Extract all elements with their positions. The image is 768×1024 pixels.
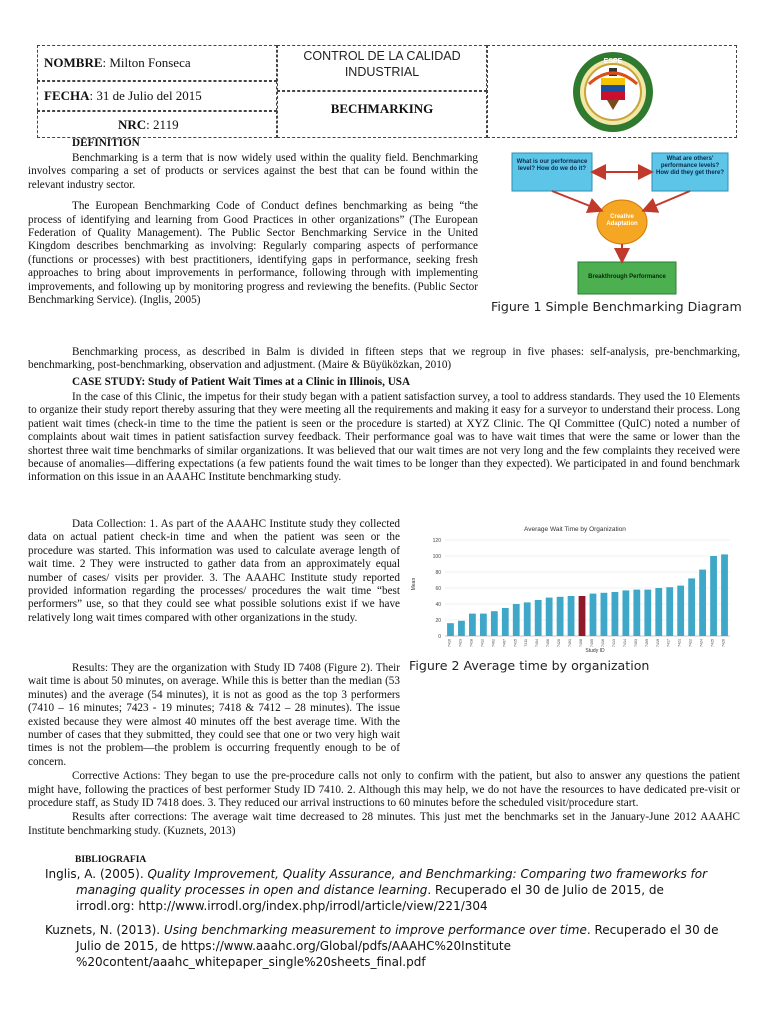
- figure1-diagram: [510, 150, 730, 298]
- fecha-label: FECHA: [44, 88, 90, 103]
- chart-xtick-label: 7425: [710, 639, 715, 647]
- fig1-box-right: What are others' performance levels? How did they get there?: [655, 156, 724, 176]
- chart-bar: [699, 570, 706, 636]
- chart-ytick-label: 60: [435, 586, 441, 592]
- nrc-cell: NRC: 2119: [37, 111, 277, 138]
- espe-logo: [571, 50, 655, 134]
- chart-xtick-label: 7408: [579, 639, 584, 647]
- chart-ytick-label: 120: [432, 538, 441, 544]
- bibliography-heading: BIBLIOGRAFIA: [75, 855, 147, 865]
- case-rest-block: [28, 662, 740, 838]
- chart-ylabel: Mean: [411, 577, 417, 591]
- logo-text: ESPE: [603, 58, 623, 65]
- chart-bar: [524, 602, 531, 636]
- course-cell: [277, 45, 487, 91]
- chart-xtick-label: 7405: [589, 639, 594, 647]
- figure2-caption: Figure 2 Average time by organization: [409, 658, 650, 673]
- course-title: CONTROL DE LA CALIDAD INDUSTRIAL: [303, 49, 461, 79]
- definition-p2: The European Benchmarking Code of Conduct defines benchmarking as being “the process of identifying and learning from Good Practices in other organizations” (The European Federation of Quality Management). The Public Sector Benchmarking Service in the United Kingdom describes benchmarking as involving: Regularly comparing aspects of performance (functions or processes) with best practitioners, identifying gaps in performance, seeking fresh approaches to bring about improvements in performance, following through with implementing improvements, and following up by monitoring progress and reviewing the benefits. (Public Sector Benchmarking Service). (Inglis, 2005): [28, 200, 478, 307]
- fecha-value: 31 de Julio del 2015: [96, 88, 202, 103]
- nombre-value: Milton Fonseca: [109, 55, 191, 70]
- fecha-cell: FECHA: 31 de Julio del 2015: [37, 81, 277, 111]
- definition-p3: Benchmarking process, as described in Balm is divided in fifteen steps that we regroup in five phases: self-analysis, pre-benchmarking, benchmarking, post-benchmarking, observation and adjustment. (Maire & Büyüközkan, 2010): [28, 346, 740, 372]
- chart-xtick-label: 7420: [557, 639, 562, 647]
- definition-p1: Benchmarking is a term that is now widely used within the quality field. Benchmarking involves comparing a set of products or services against the best that can be found within the relevant industry sector.: [28, 152, 478, 191]
- chart-xtick-label: 7413: [611, 639, 616, 647]
- chart-bar: [546, 598, 553, 636]
- chart-bar: [644, 590, 651, 636]
- bib2-author: Kuznets, N. (2013).: [45, 923, 161, 937]
- chart-bar: [666, 587, 673, 636]
- case-p4: Corrective Actions: They began to use the pre-procedure calls not only to confirm with the patient, but also to answer any questions the patient might have, following the practices of best performer Study ID 7410. 2. Although this may help, we do not have the resources to have dedicated pre-visit or procedure staff, as Study ID 7418 does. 3. They reduced our arrival instructions to 60 minutes before the scheduled visit/procedure start.: [28, 770, 740, 810]
- chart-xtick-label: 7407: [502, 639, 507, 647]
- chart-xtick-label: 7423: [458, 639, 463, 647]
- chart-ytick-label: 40: [435, 602, 441, 608]
- bib1-author: Inglis, A. (2005).: [45, 867, 144, 881]
- wait-time-chart-svg: [405, 522, 738, 654]
- chart-bar: [633, 590, 640, 636]
- nombre-label: NOMBRE: [44, 55, 103, 70]
- fig1-box-left: What is our performance level? How do we do it?: [516, 159, 588, 172]
- case-p3: Results: They are the organization with Study ID 7408 (Figure 2). Their wait time is about 50 minutes, on average. While this is better than the median (53 minutes) and the average (54 minutes), it is not as good as the top 3 performers (7410 – 16 minutes; 7423 - 19 minutes; 7418 & 7412 – 28 minutes). The issue existed because they were almost 40 minutes off the best average time. With the number of cases that they submitted, they could see that one or two very high wait times is not the problem—the problem is occurring frequently enough to be of concern.: [28, 662, 400, 768]
- chart-xtick-label: 7416: [600, 639, 605, 647]
- chart-bar: [469, 614, 476, 636]
- fig1-circle: Creative Adaptation: [606, 214, 638, 227]
- chart-bar: [677, 586, 684, 636]
- chart-bar: [491, 611, 498, 636]
- chart-bar: [590, 594, 597, 636]
- bib2-title: Using benchmarking measurement to improve performance over time: [163, 923, 587, 937]
- chart-ytick-label: 100: [432, 554, 441, 560]
- chart-xtick-label: 7417: [666, 639, 671, 647]
- bib2-rest: . Recuperado el 30 de Julio de 2015, de https://www.aaahc.org/Global/pdfs/AAAHC%20Institute %20content/aaahc_whitepaper_single%20sheets_final.pdf: [76, 923, 719, 969]
- chart-xtick-label: 7403: [633, 639, 638, 647]
- chart-ytick-label: 0: [438, 634, 441, 640]
- chart-ytick-label: 80: [435, 570, 441, 576]
- case-p2: Data Collection: 1. As part of the AAAHC Institute study they collected data on actual patient check-in time and when the patient was seen or the procedure was started. This information was used to calculate average length of wait time. 2 They were instructed to gather data from an approximately equal number of cases/ visits per provider. 3. The AAAHC Institute study reported provided information regarding the processes/ procedures the wait time “best performers” use, so that they could see what possible solutions exist if we have relatively long wait times compared with other organizations in the study.: [28, 518, 400, 624]
- definition-p3-block: [28, 346, 740, 373]
- chart-xlabel: Study ID: [585, 648, 605, 654]
- case-p5: Results after corrections: The average wait time decreased to 28 minutes. This just met the benchmarks set in the January-June 2012 AAAHC Institute benchmarking study. (Kuznets, 2013): [28, 811, 740, 837]
- chart-xtick-label: 7418: [469, 639, 474, 647]
- chart-xtick-label: 7422: [688, 639, 693, 647]
- chart-xtick-label: 7421: [677, 639, 682, 647]
- chart-xtick-label: 7409: [644, 639, 649, 647]
- header-table: [37, 45, 737, 138]
- chart-bar: [568, 596, 575, 636]
- chart-bar: [710, 556, 717, 636]
- definition-block: [28, 152, 478, 307]
- chart-bar: [480, 614, 487, 636]
- chart-xtick-label: 7401: [568, 639, 573, 647]
- case-p2-block: [28, 518, 400, 625]
- chart-xtick-label: 7419: [655, 639, 660, 647]
- nrc-label: NRC: [118, 117, 147, 132]
- chart-bar: [447, 623, 454, 636]
- chart-bar: [612, 592, 619, 636]
- bib-entry-2: [45, 922, 725, 970]
- chart-bar: [579, 596, 586, 636]
- chart-bar: [655, 588, 662, 636]
- chart-bar: [622, 590, 629, 636]
- chart-xtick-label: 7410: [447, 639, 452, 647]
- nombre-cell: NOMBRE: Milton Fonseca: [37, 45, 277, 81]
- bib1-title: Quality Improvement, Quality Assurance, and Benchmarking: Comparing two frameworks for managing quality processes in open and distance learning: [76, 867, 708, 897]
- chart-bar: [721, 554, 728, 636]
- bib-entry-1: [45, 866, 725, 914]
- chart-ytick-label: 20: [435, 618, 441, 624]
- chart-xtick-label: 7402: [491, 639, 496, 647]
- case-p1-block: [28, 391, 740, 485]
- chart-xtick-label: 7426: [721, 639, 726, 647]
- chart-xtick-label: 7414: [622, 639, 627, 647]
- bib1-rest: . Recuperado el 30 de Julio de 2015, de irrodl.org: http://www.irrodl.org/index.php/irrodl/article/view/221/304: [76, 883, 664, 913]
- case-heading: CASE STUDY: Study of Patient Wait Times at a Clinic in Illinois, USA: [72, 376, 411, 388]
- chart-title: Average Wait Time by Organization: [524, 526, 626, 533]
- fig1-box-bottom: Breakthrough Performance: [588, 274, 666, 280]
- chart-xtick-label: 7411: [524, 639, 529, 647]
- definition-heading: DEFINITION: [72, 137, 140, 149]
- chart-bar: [601, 593, 608, 636]
- topic-cell: [277, 91, 487, 138]
- chart-xtick-label: 7406: [546, 639, 551, 647]
- chart-bar: [502, 608, 509, 636]
- topic-title: BECHMARKING: [330, 101, 434, 116]
- figure2-chart: [405, 522, 738, 654]
- chart-bar: [557, 597, 564, 636]
- chart-xtick-label: 7412: [480, 639, 485, 647]
- nrc-value: 2119: [153, 117, 179, 132]
- chart-xtick-label: 7424: [699, 639, 704, 647]
- figure1-caption: Figure 1 Simple Benchmarking Diagram: [491, 299, 742, 314]
- chart-xtick-label: 7404: [535, 639, 540, 647]
- case-p1: In the case of this Clinic, the impetus for their study began with a patient satisfaction survey, a tool to address standards. They used the 10 Elements to organize their study report thereby assuring that they were meeting all the requirements and making it easy for a surveyor to understand their process. Long patient wait times (check-in time to the time the patient is seen or the procedure is started) at XYZ Clinic. The QI Committee (QuIC) noted a number of complaints about wait times in patient satisfaction survey feedback. Their performance goal was to have wait times that were the same or lower than the shortest three wait time benchmarks of similar organizations. It was believed that our wait times are not very long and the few complaints they received were because of anomalies—differing expectations (a few patients found the wait times to be longer than they expected). We participated in and found benchmark information on this issue in an AAAHC Institute benchmarking study.: [28, 391, 740, 484]
- chart-bar: [535, 600, 542, 636]
- chart-xtick-label: 7415: [513, 639, 518, 647]
- chart-bar: [458, 621, 465, 636]
- logo-cell: [487, 45, 737, 138]
- chart-bar: [688, 578, 695, 636]
- chart-bar: [513, 604, 520, 636]
